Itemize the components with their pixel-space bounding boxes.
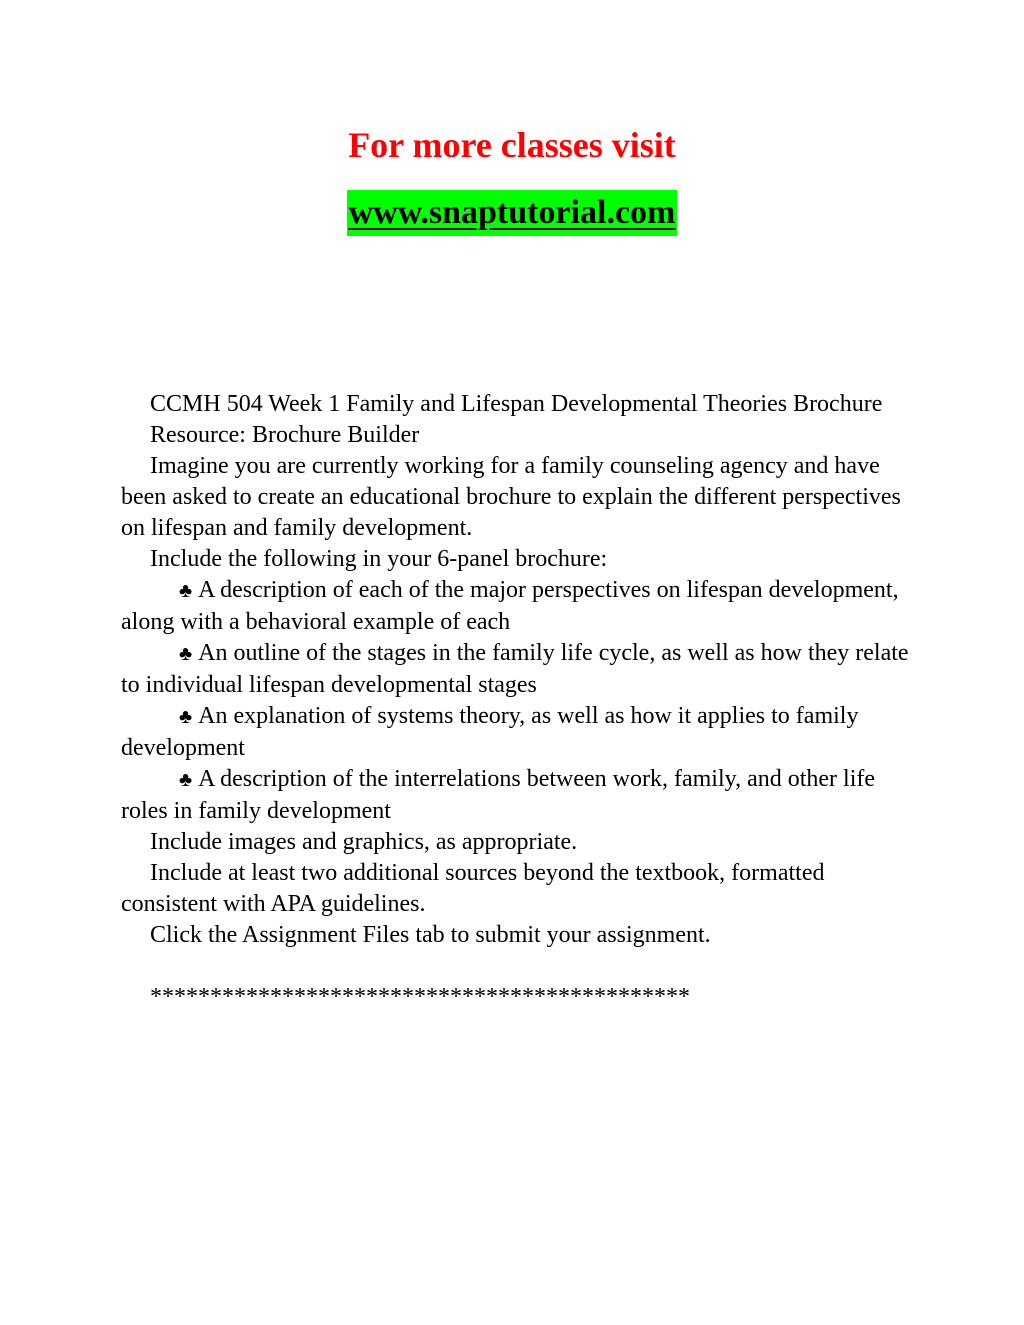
list-item — [121, 701, 911, 764]
images-note: Include images and graphics, as appropriate. — [150, 829, 578, 855]
page-title: For more classes visit — [348, 125, 676, 165]
list-item-text: A description of each of the major perspectives on lifespan development, along with a behavioral example of each — [121, 577, 899, 635]
club-bullet-icon: ♣ — [179, 769, 193, 791]
separator: ********************************************* — [150, 984, 690, 1010]
include-heading: Include the following in your 6-panel brochure: — [150, 546, 608, 572]
club-bullet-icon: ♣ — [179, 643, 193, 665]
resource-line: Resource: Brochure Builder — [150, 422, 420, 448]
website-link[interactable]: www.snaptutorial.com — [347, 190, 678, 236]
submit-note: Click the Assignment Files tab to submit your assignment. — [150, 922, 711, 948]
header-link-container — [0, 190, 1024, 236]
club-bullet-icon: ♣ — [179, 580, 193, 602]
list-item — [121, 575, 911, 638]
list-item-text: An explanation of systems theory, as well as how it applies to family development — [121, 703, 859, 761]
club-bullet-icon: ♣ — [179, 706, 193, 728]
list-item — [121, 638, 911, 701]
list-item-text: A description of the interrelations between work, family, and other life roles in family development — [121, 766, 876, 824]
list-item-text: An outline of the stages in the family life cycle, as well as how they relate to individual lifespan developmental stages — [121, 640, 909, 698]
sources-note: Include at least two additional sources beyond the textbook, formatted consistent with APA guidelines. — [121, 860, 825, 917]
intro-paragraph: Imagine you are currently working for a family counseling agency and have been asked to create an educational brochure to explain the different perspectives on lifespan and family development. — [121, 453, 901, 541]
assignment-body — [121, 389, 911, 1013]
list-item — [121, 764, 911, 827]
course-title: CCMH 504 Week 1 Family and Lifespan Developmental Theories Brochure — [150, 391, 883, 417]
